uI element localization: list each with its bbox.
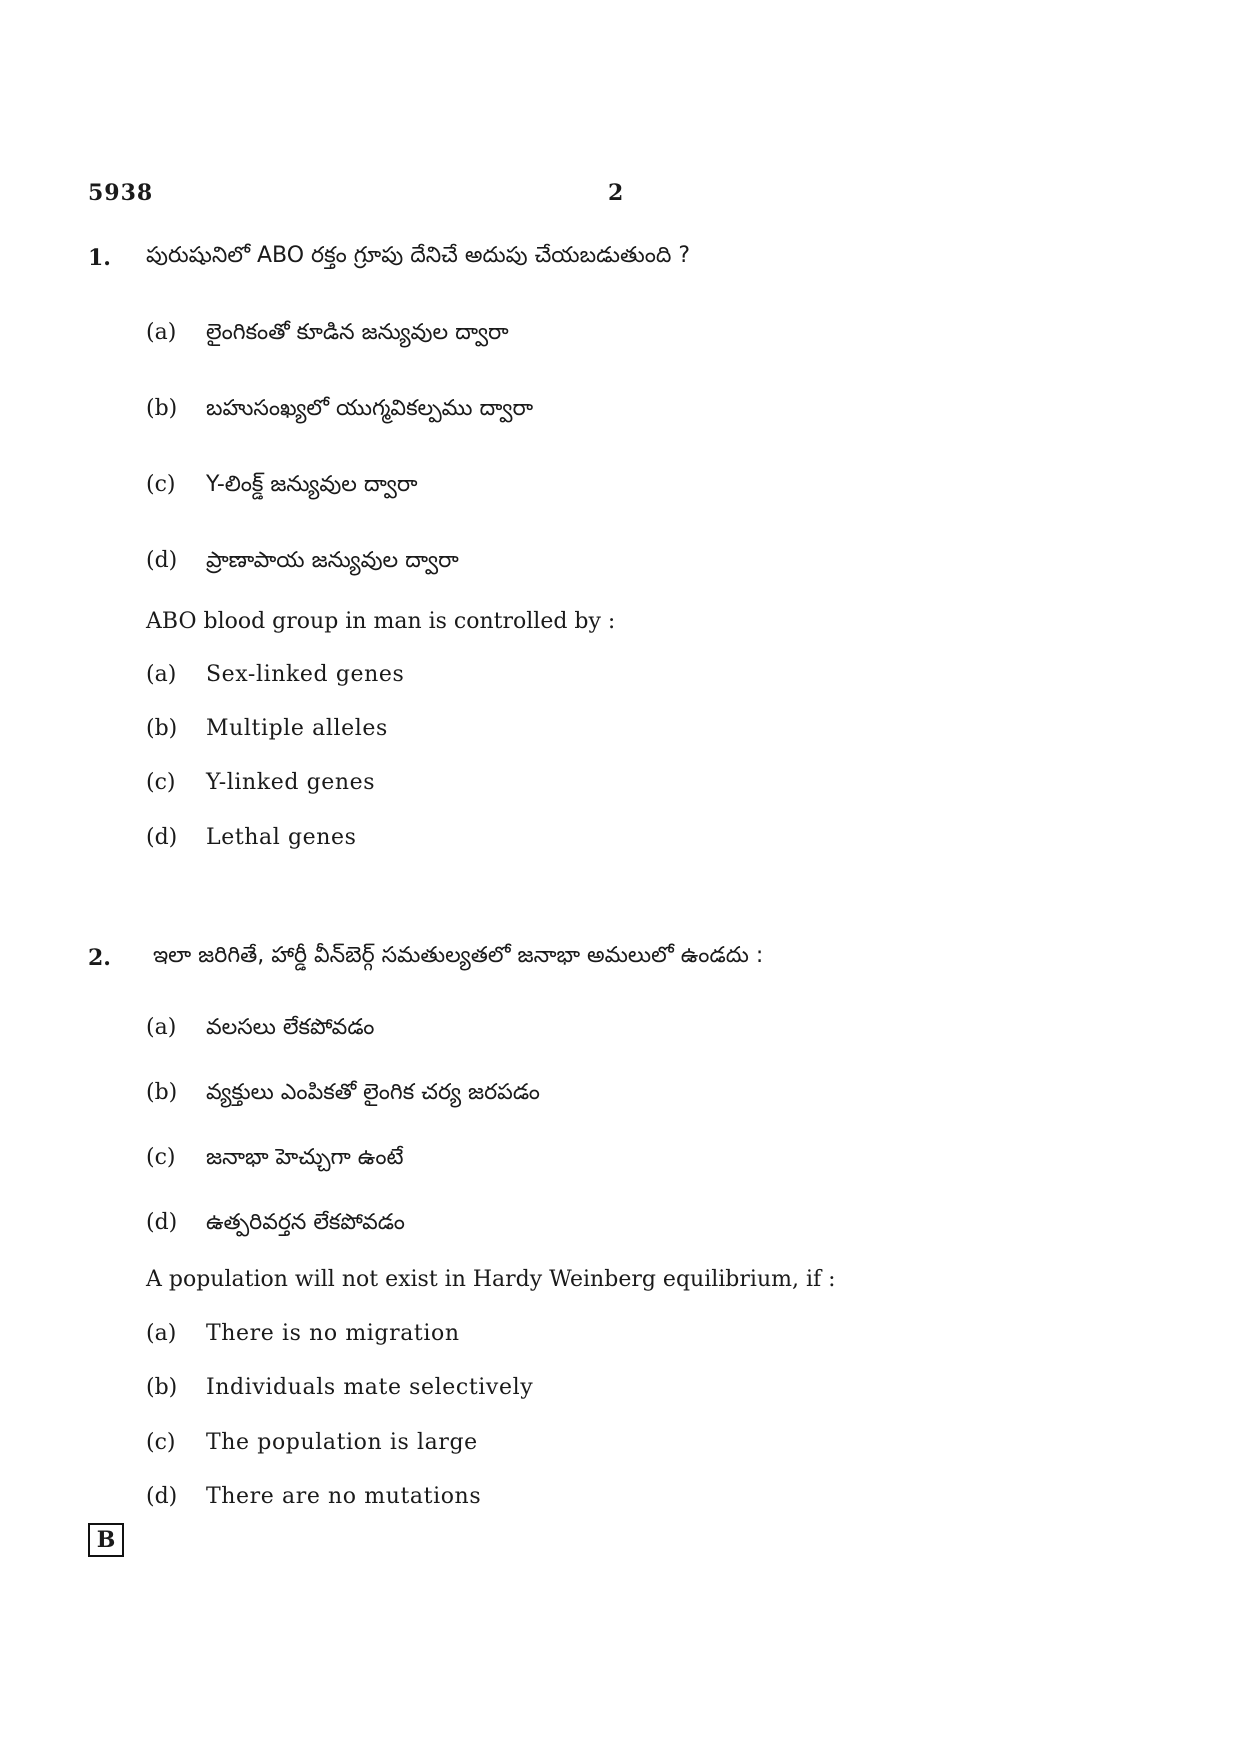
option-text: Sex-linked genes <box>206 662 405 687</box>
option-text: జనాభా హెచ్చుగా ఉంటే <box>206 1145 404 1170</box>
option-text: There are no mutations <box>206 1484 482 1509</box>
question-stem-english: ABO blood group in man is controlled by : <box>146 609 616 634</box>
option-text: Individuals mate selectively <box>206 1375 534 1400</box>
option-text: Y-linked genes <box>206 770 376 795</box>
question-number: 1. <box>88 245 111 271</box>
option-text: బహుసంఖ్యలో యుగ్మవికల్పము ద్వారా <box>206 396 534 421</box>
option-label: (a) <box>146 662 177 687</box>
series-code-box: B <box>88 1523 124 1557</box>
option-text: ప్రాణాపాయ జన్యువుల ద్వారా <box>206 548 459 573</box>
option-label: (d) <box>146 548 178 573</box>
option-label: (c) <box>146 1430 176 1455</box>
option-text: The population is large <box>206 1430 478 1455</box>
option-text: There is no migration <box>206 1321 460 1346</box>
question-stem-telugu: ఇలా జరిగితే, హార్డీ వీన్‌బెర్గ్ సమతుల్యతలో జనాభా అమలులో ఉండదు : <box>153 943 764 968</box>
option-text: వ్యక్తులు ఎంపికతో లైంగిక చర్య జరపడం <box>206 1080 540 1105</box>
option-text: Multiple alleles <box>206 716 388 741</box>
option-label: (d) <box>146 1484 178 1509</box>
option-label: (a) <box>146 1015 177 1040</box>
question-number: 2. <box>88 945 111 971</box>
option-label: (b) <box>146 1080 178 1105</box>
option-label: (c) <box>146 1145 176 1170</box>
option-text: Y-లింక్డ్ జన్యువుల ద్వారా <box>206 472 418 497</box>
paper-code: 5938 <box>88 180 154 206</box>
question-stem-english: A population will not exist in Hardy Weinberg equilibrium, if : <box>146 1267 836 1292</box>
option-label: (a) <box>146 320 177 345</box>
option-label: (d) <box>146 825 178 850</box>
option-text: లైంగికంతో కూడిన జన్యువుల ద్వారా <box>206 320 509 345</box>
option-label: (a) <box>146 1321 177 1346</box>
option-label: (c) <box>146 770 176 795</box>
option-text: వలసలు లేకపోవడం <box>206 1015 375 1040</box>
option-label: (b) <box>146 396 178 421</box>
option-label: (c) <box>146 472 176 497</box>
option-text: ఉత్పరివర్తన లేకపోవడం <box>206 1210 405 1235</box>
page-number: 2 <box>608 180 624 206</box>
option-text: Lethal genes <box>206 825 357 850</box>
option-label: (d) <box>146 1210 178 1235</box>
option-label: (b) <box>146 1375 178 1400</box>
option-label: (b) <box>146 716 178 741</box>
question-stem-telugu: పురుషునిలో ABO రక్తం గ్రూపు దేనిచే అదుపు చేయబడుతుంది ? <box>146 243 691 268</box>
